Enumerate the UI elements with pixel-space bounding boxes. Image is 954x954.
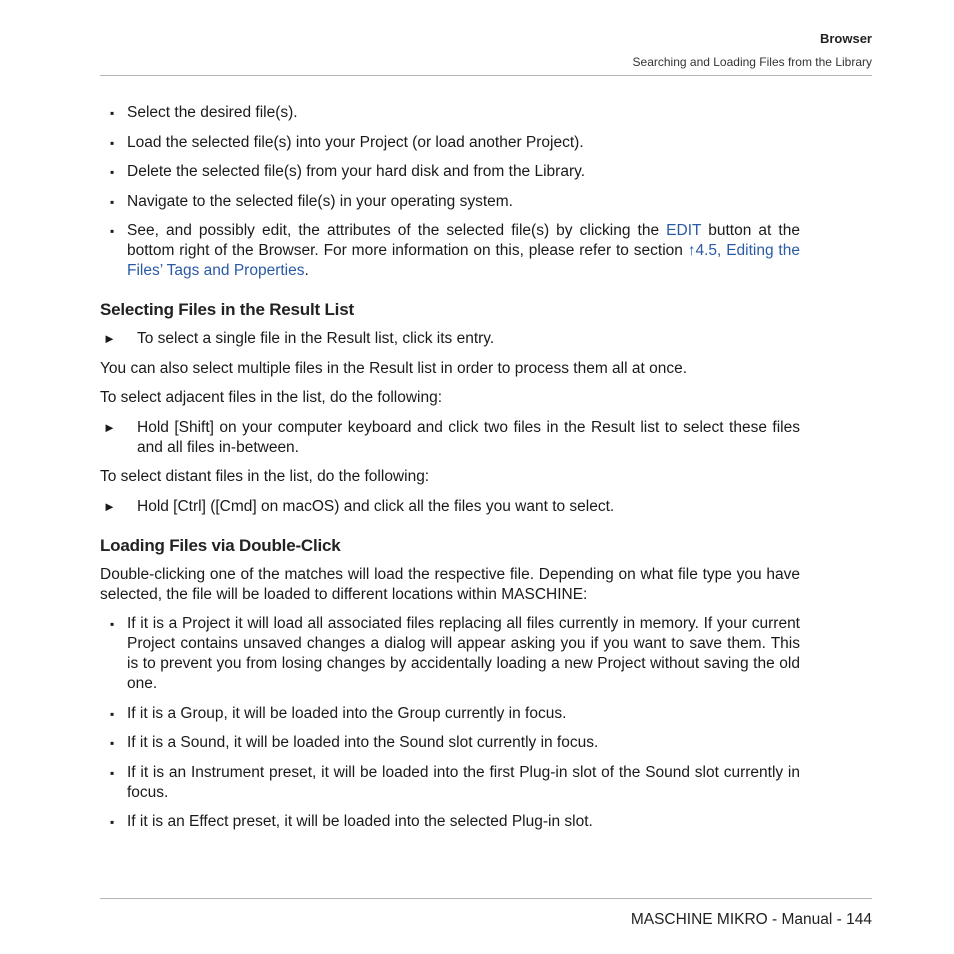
- section-heading-loading: Loading Files via Double-Click: [100, 535, 341, 555]
- bullet-icon: ▪: [110, 765, 115, 780]
- list-item-edit: ▪ See, and possibly edit, the attributes of the selected file(s) by clicking the EDIT button at the bottom right of the Browser. For more information on this, please refer to section ↑4.5, Editing the Files’ Tags and Properties.: [110, 222, 800, 279]
- header-title: Browser: [819, 31, 872, 46]
- list-item: ▪ Select the desired file(s).: [110, 104, 298, 121]
- paragraph: To select adjacent files in the list, do the following:: [100, 389, 443, 406]
- list-item: ▪ If it is a Sound, it will be loaded into the Sound slot currently in focus.: [110, 734, 599, 751]
- bullet-icon: ▪: [110, 815, 115, 829]
- list-item: ▪ If it is an Effect preset, it will be loaded into the selected Plug-in slot.: [110, 813, 593, 830]
- bullet-icon: ▪: [110, 135, 115, 150]
- bullet-icon: ▪: [110, 224, 115, 238]
- bullet-icon: ▪: [110, 736, 115, 750]
- page-content: [100, 103, 800, 842]
- section-heading-selecting: Selecting Files in the Result List: [100, 300, 354, 319]
- bullet-icon: ▪: [110, 106, 115, 120]
- header-subtitle: Searching and Loading Files from the Library: [632, 55, 872, 69]
- intro-bullet-list: [100, 103, 800, 281]
- list-item: ▪ If it is a Group, it will be loaded into the Group currently in focus.: [110, 704, 567, 722]
- header-divider: [100, 75, 872, 76]
- bullet-icon: ▪: [110, 706, 115, 721]
- list-item: ▪ Delete the selected file(s) from your hard disk and from the Library.: [110, 163, 586, 180]
- action-step: ► Hold [Ctrl] ([Cmd] on macOS) and click all the files you want to select.: [103, 497, 615, 515]
- paragraph: You can also select multiple files in the Result list in order to process them all at once.: [100, 359, 688, 377]
- action-step: ► To select a single file in the Result list, click its entry.: [103, 330, 495, 347]
- paragraph: Double-clicking one of the matches will load the respective file. Depending on what file type you have selected, the file will be loaded to different locations within MASCHINE:: [100, 565, 800, 603]
- action-step: ► Hold [Shift] on your computer keyboard and click two files in the Result list to select these files and all files in-between.: [103, 418, 800, 456]
- loading-bullet-list: [100, 614, 800, 832]
- arrow-right-icon: ►: [103, 331, 116, 346]
- list-item: ▪ Load the selected file(s) into your Project (or load another Project).: [110, 133, 584, 151]
- list-item: ▪ If it is a Project it will load all associated files replacing all files currently in memory. If your current Project contains unsaved changes a dialog will appear asking you if you want to save them. This is to prevent you from losing changes by accidentally loading a new Project without saving the old one.: [110, 615, 800, 692]
- bullet-icon: ▪: [110, 617, 115, 631]
- footer-divider: [100, 898, 872, 899]
- section-link[interactable]: ↑4.5, Editing the Files’ Tags and Properties: [127, 242, 800, 279]
- page-footer: MASCHINE MIKRO - Manual - 144: [630, 911, 872, 928]
- arrow-right-icon: ►: [103, 498, 116, 514]
- bullet-icon: ▪: [110, 194, 115, 209]
- bullet-icon: ▪: [110, 165, 115, 179]
- list-item: ▪ Navigate to the selected file(s) in your operating system.: [110, 192, 513, 210]
- edit-button-label: EDIT: [666, 222, 702, 239]
- arrow-right-icon: ►: [103, 419, 116, 435]
- paragraph: To select distant files in the list, do the following:: [100, 468, 430, 485]
- list-item: ▪ If it is an Instrument preset, it will be loaded into the first Plug-in slot of the Sound slot currently in focus.: [110, 763, 800, 801]
